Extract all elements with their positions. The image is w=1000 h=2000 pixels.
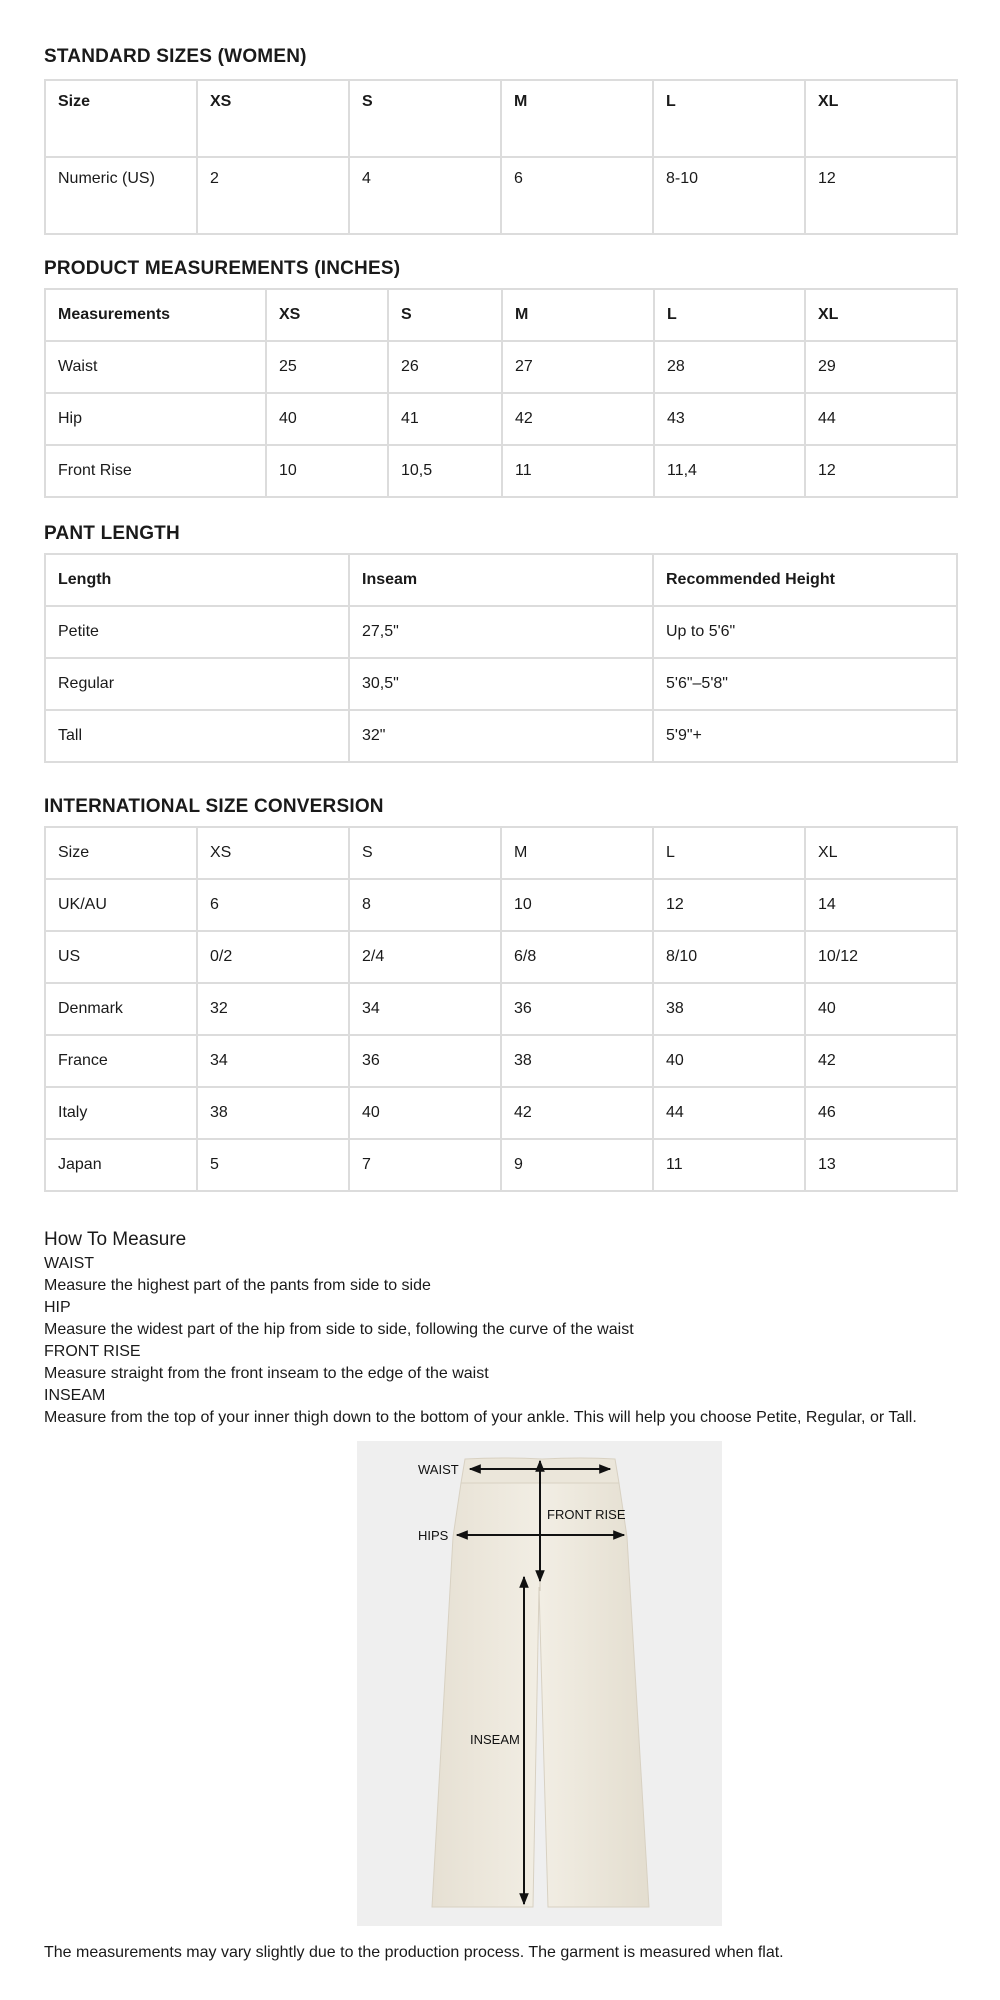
table-cell: 7 <box>349 1139 501 1191</box>
measurement-diagram <box>357 1441 722 1926</box>
table-cell: 5'9"+ <box>653 710 957 762</box>
table-row <box>45 827 957 879</box>
table-cell: 26 <box>388 341 502 393</box>
table-cell: 44 <box>805 393 957 445</box>
pant-length-table <box>44 553 958 763</box>
pants-illustration <box>357 1441 722 1926</box>
table-cell: 40 <box>266 393 388 445</box>
table-cell: 38 <box>653 983 805 1035</box>
table-cell: France <box>45 1035 197 1087</box>
standard-sizes-table <box>44 79 958 235</box>
table-cell: 38 <box>501 1035 653 1087</box>
table-cell: 42 <box>501 1087 653 1139</box>
table-header-row <box>45 80 957 157</box>
table-row <box>45 341 957 393</box>
table-cell: 6 <box>197 879 349 931</box>
table-cell: L <box>653 80 805 157</box>
table-row <box>45 1139 957 1191</box>
waist-label: WAIST <box>44 1255 95 1272</box>
table-cell: 36 <box>501 983 653 1035</box>
table-cell: 14 <box>805 879 957 931</box>
table-cell: 36 <box>349 1035 501 1087</box>
table-cell: 2/4 <box>349 931 501 983</box>
table-cell: XL <box>805 827 957 879</box>
front-rise-diagram-label: FRONT RISE <box>547 1507 626 1522</box>
table-cell: S <box>349 827 501 879</box>
table-cell: 10/12 <box>805 931 957 983</box>
table-cell: Denmark <box>45 983 197 1035</box>
table-cell: 6/8 <box>501 931 653 983</box>
table-cell: M <box>501 80 653 157</box>
table-cell: XS <box>197 827 349 879</box>
waist-diagram-label: WAIST <box>418 1462 459 1477</box>
table-cell: Hip <box>45 393 266 445</box>
table-cell: 32 <box>197 983 349 1035</box>
table-cell: 6 <box>501 157 653 234</box>
hip-instruction: Measure the widest part of the hip from side to side, following the curve of the waist <box>44 1321 634 1338</box>
table-cell: 42 <box>502 393 654 445</box>
table-cell: 29 <box>805 341 957 393</box>
table-cell: 8 <box>349 879 501 931</box>
table-cell: Up to 5'6" <box>653 606 957 658</box>
table-cell: 2 <box>197 157 349 234</box>
table-cell: 42 <box>805 1035 957 1087</box>
waist-instruction: Measure the highest part of the pants from side to side <box>44 1277 431 1294</box>
table-cell: Measurements <box>45 289 266 341</box>
inseam-diagram-label: INSEAM <box>470 1732 520 1747</box>
table-row <box>45 710 957 762</box>
table-cell: Inseam <box>349 554 653 606</box>
table-cell: Regular <box>45 658 349 710</box>
table-cell: 11 <box>653 1139 805 1191</box>
table-cell: 12 <box>805 445 957 497</box>
table-cell: L <box>654 289 805 341</box>
table-cell: 40 <box>805 983 957 1035</box>
table-cell: 0/2 <box>197 931 349 983</box>
table-cell: 41 <box>388 393 502 445</box>
table-cell: XL <box>805 289 957 341</box>
inseam-label: INSEAM <box>44 1387 106 1404</box>
table-cell: 43 <box>654 393 805 445</box>
product-measurements-heading: PRODUCT MEASUREMENTS (INCHES) <box>44 258 401 279</box>
table-cell: M <box>501 827 653 879</box>
table-cell: 27 <box>502 341 654 393</box>
table-cell: S <box>388 289 502 341</box>
hips-diagram-label: HIPS <box>418 1528 449 1543</box>
table-cell: Italy <box>45 1087 197 1139</box>
product-measurements-table <box>44 288 958 498</box>
table-row <box>45 879 957 931</box>
table-cell: Numeric (US) <box>45 157 197 234</box>
table-row <box>45 393 957 445</box>
table-header-row <box>45 554 957 606</box>
hip-label: HIP <box>44 1299 71 1316</box>
table-cell: S <box>349 80 501 157</box>
table-cell: Size <box>45 80 197 157</box>
table-cell: 44 <box>653 1087 805 1139</box>
table-cell: 8-10 <box>653 157 805 234</box>
table-row <box>45 445 957 497</box>
table-row <box>45 658 957 710</box>
how-to-measure-title: How To Measure <box>44 1229 187 1250</box>
table-cell: 40 <box>653 1035 805 1087</box>
table-cell: 4 <box>349 157 501 234</box>
table-cell: 34 <box>349 983 501 1035</box>
table-cell: 11 <box>502 445 654 497</box>
table-row <box>45 1087 957 1139</box>
table-cell: 30,5" <box>349 658 653 710</box>
table-cell: XS <box>197 80 349 157</box>
table-cell: L <box>653 827 805 879</box>
table-cell: 8/10 <box>653 931 805 983</box>
standard-sizes-heading: STANDARD SIZES (WOMEN) <box>44 46 307 67</box>
table-cell: 11,4 <box>654 445 805 497</box>
table-cell: Size <box>45 827 197 879</box>
table-cell: 40 <box>349 1087 501 1139</box>
front-rise-label: FRONT RISE <box>44 1343 141 1360</box>
table-row <box>45 1035 957 1087</box>
table-cell: 10 <box>266 445 388 497</box>
table-cell: Petite <box>45 606 349 658</box>
table-row <box>45 983 957 1035</box>
table-row <box>45 157 957 234</box>
table-cell: XL <box>805 80 957 157</box>
table-cell: Tall <box>45 710 349 762</box>
table-cell: 34 <box>197 1035 349 1087</box>
table-cell: 5'6"–5'8" <box>653 658 957 710</box>
table-row <box>45 931 957 983</box>
table-cell: Length <box>45 554 349 606</box>
size-conversion-table <box>44 826 958 1192</box>
size-conversion-heading: INTERNATIONAL SIZE CONVERSION <box>44 796 384 817</box>
table-cell: XS <box>266 289 388 341</box>
table-cell: Front Rise <box>45 445 266 497</box>
table-header-row <box>45 289 957 341</box>
table-cell: 25 <box>266 341 388 393</box>
front-rise-instruction: Measure straight from the front inseam to the edge of the waist <box>44 1365 489 1382</box>
footnote: The measurements may vary slightly due to the production process. The garment is measured when flat. <box>44 1944 784 1961</box>
table-cell: Waist <box>45 341 266 393</box>
inseam-instruction: Measure from the top of your inner thigh down to the bottom of your ankle. This will help you choose Petite, Regular, or Tall. <box>44 1409 917 1426</box>
table-cell: 28 <box>654 341 805 393</box>
table-cell: 10 <box>501 879 653 931</box>
table-cell: UK/AU <box>45 879 197 931</box>
table-cell: 12 <box>805 157 957 234</box>
table-cell: 46 <box>805 1087 957 1139</box>
table-cell: Recommended Height <box>653 554 957 606</box>
table-cell: 27,5" <box>349 606 653 658</box>
table-row <box>45 606 957 658</box>
table-cell: M <box>502 289 654 341</box>
table-cell: Japan <box>45 1139 197 1191</box>
table-cell: 13 <box>805 1139 957 1191</box>
table-cell: 5 <box>197 1139 349 1191</box>
table-cell: 32" <box>349 710 653 762</box>
table-cell: US <box>45 931 197 983</box>
how-to-measure-section <box>44 1227 956 1429</box>
table-cell: 10,5 <box>388 445 502 497</box>
table-cell: 9 <box>501 1139 653 1191</box>
table-cell: 12 <box>653 879 805 931</box>
pant-length-heading: PANT LENGTH <box>44 523 180 544</box>
table-cell: 38 <box>197 1087 349 1139</box>
